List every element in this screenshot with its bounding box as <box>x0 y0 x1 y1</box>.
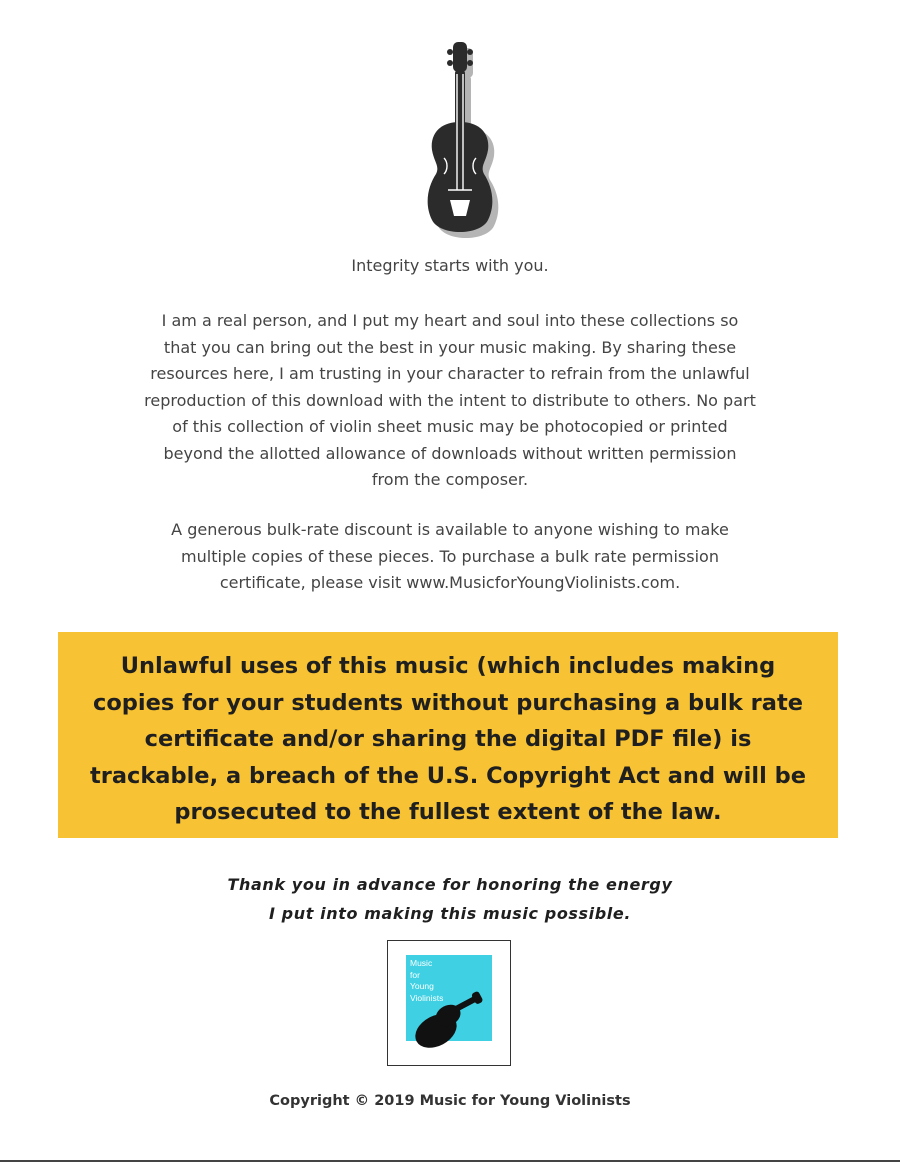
integrity-paragraph <box>90 308 810 494</box>
logo-line: Violinists <box>410 992 444 1003</box>
warning-line: copies for your students without purchasing a bulk rate <box>93 689 803 716</box>
violin-icon <box>410 40 510 250</box>
violin-silhouette-icon <box>394 977 490 1057</box>
copyright-notice: Copyright © 2019 Music for Young Violinists <box>269 1093 631 1109</box>
logo-line: Young <box>410 981 434 991</box>
paragraph-line: multiple copies of these pieces. To purchase a bulk rate permission <box>181 546 719 566</box>
thanks-line: Thank you in advance for honoring the energy <box>227 875 673 894</box>
paragraph-line: beyond the allotted allowance of downloads without written permission <box>163 443 737 463</box>
paragraph-line: from the composer. <box>371 470 529 489</box>
logo-line: Music <box>410 958 433 968</box>
paragraph-line: resources here, I am trusting in your character to refrain from the unlawful <box>150 364 750 383</box>
copyright-warning-box <box>58 632 838 838</box>
warning-line: certificate and/or sharing the digital PDF file) is <box>144 726 752 752</box>
paragraph-line: reproduction of this download with the intent to distribute to others. No part <box>144 390 756 410</box>
paragraph-line: of this collection of violin sheet music may be photocopied or printed <box>172 417 728 436</box>
thanks-line: I put into making this music possible. <box>268 904 632 923</box>
tagline: Integrity starts with you. <box>351 256 549 275</box>
paragraph-line: A generous bulk-rate discount is available to anyone wishing to make <box>171 520 729 539</box>
warning-line: Unlawful uses of this music (which includes making <box>120 653 776 679</box>
thank-you-note <box>0 870 900 928</box>
logo-line: for <box>410 969 420 980</box>
paragraph-line: I am a real person, and I put my heart and soul into these collections so <box>161 311 739 330</box>
paragraph-line: certificate, please visit www.MusicforYoungViolinists.com. <box>219 573 681 592</box>
bulk-rate-paragraph <box>90 517 810 597</box>
warning-line: prosecuted to the fullest extent of the law. <box>174 799 722 825</box>
brand-logo <box>387 940 511 1066</box>
paragraph-line: that you can bring out the best in your music making. By sharing these <box>163 337 737 357</box>
bottom-divider <box>0 1160 900 1162</box>
warning-line: trackable, a breach of the U.S. Copyright Act and will be <box>89 762 807 789</box>
